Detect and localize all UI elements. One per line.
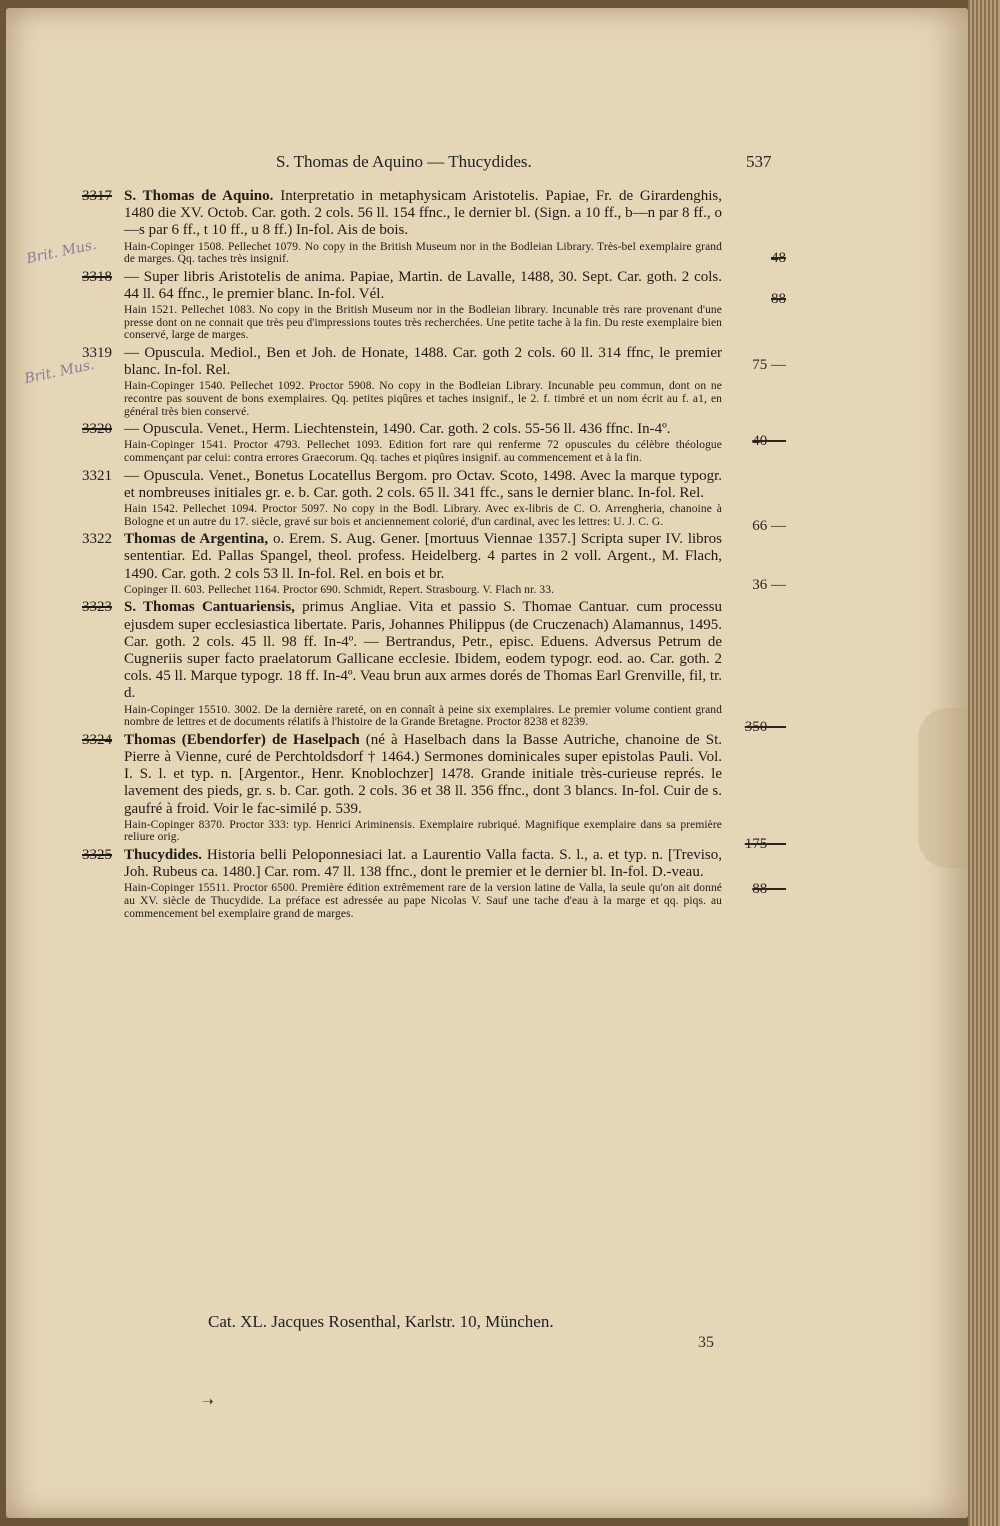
catalogue-page (6, 8, 968, 1518)
lot-title: Thucydides. (124, 846, 202, 863)
lot-description: — Opuscula. Venet., Herm. Liechtenstein, 1490. Car. goth. 2 cols. 55-56 ll. 436 ffnc. In-4º. (124, 421, 671, 438)
price: 88 (771, 290, 786, 307)
pointer-mark: ➝ (202, 1395, 214, 1410)
page-edges (968, 0, 1000, 1526)
lot-title: Thomas de Argentina, (124, 531, 269, 548)
lot-note: Copinger II. 603. Pellechet 1164. Proctor 690. Schmidt, Repert. Strasbourg. V. Flach nr. 33. (124, 583, 555, 596)
lot-note: Hain-Copinger 8370. Proctor 333: typ. Henrici Ariminensis. Exemplaire rubriqué. Magnifique exemplaire dans sa première reliure orig. (124, 818, 722, 844)
signature-mark: 35 (698, 1334, 714, 1351)
lot-entry (82, 467, 786, 534)
lot-entry (82, 731, 786, 852)
lot-number: 3324 (82, 731, 112, 748)
lot-number: 3317 (82, 188, 112, 204)
lot-description: primus Angliae. Vita et passio S. Thomae Cantuar. cum processu ejusdem super ecclesiastica libertate. Paris, Johannes Philippus (de Cruczenach) Alamannus, 1495. Car. goth. 2 cols. 45 ll. 98 ff. In-4º. — Bertrandus, Petr., episc. Eduens. Adversus Petrum de Cugneriis super facto praelatorum Gallicane ecclesie. Ibidem, eodem typogr. eod. ao. Car. goth. 2 cols. 45 ll. Marque typogr. 18 ff. In-4º. Veau brun aux armes dorés de Thomas Earl Grenville, fil, tr. d. (124, 599, 722, 702)
page-number: 537 (746, 152, 772, 171)
lot-entry (82, 599, 786, 736)
lot-note: Hain 1521. Pellechet 1083. No copy in the British Museum nor in the Bodleian library. Incunable très rare provenant d'une presse dont on ne connait que très peu d'impressions toutes très recherchées. Une petite tache à la fin. Du reste exemplaire bien conservé, large de marges. (124, 304, 722, 342)
lot-title: Thomas (Ebendorfer) de Haselpach (124, 731, 360, 748)
lot-description: — Opuscula. Venet., Bonetus Locatellus Bergom. pro Octav. Scoto, 1498. Avec la marque typogr. et nombreuses initiales gr. e. b. Car. goth. 2 cols. 65 ll. 341 ffc., sans le dernier blanc. In-fol. Rel. (124, 467, 722, 501)
lot-number: 3318 (82, 268, 112, 285)
lot-note: Hain-Copinger 15511. Proctor 6500. Première édition extrêmement rare de la version latine de Valla, la seule qu'on ait donné au XV. siècle de Thucydide. La préface est adressée au pape Nicolas V. Sauf une tache d'eau à la marge et qq. piqs. au commencement bel exemplaire grand de marges. (124, 882, 722, 920)
running-title: S. Thomas de Aquino — Thucydides. (276, 152, 532, 171)
lot-entry (82, 268, 786, 342)
lot-number: 3320 (82, 421, 112, 438)
lot-entry (82, 421, 786, 464)
lot-description: Historia belli Peloponnesiaci lat. a Laurentio Valla facta. S. l., a. et typ. n. [Treviso, Joh. Rubeus ca. 1480.] Car. rom. 47 ll. 138 ffnc., dont le premier et le dernier bl. In-fol. D.-veau. (124, 846, 722, 881)
lot-description: Interpretatio in metaphysicam Aristotelis. Papiae, Fr. de Girardenghis, 1480 die XV. Octob. Car. goth. 2 cols. 56 ll. 154 ffnc., le dernier bl. (Sign. a 10 ff., b—n par 8 ff., o—s par 6 ff., t 10 ff., u 8 ff.) In-fol. Ais de bois. (124, 188, 722, 239)
lot-list (82, 188, 786, 923)
handwritten-note: Brit. Mus. (23, 356, 96, 388)
price: 48 (771, 250, 786, 266)
lot-note: Hain 1542. Pellechet 1094. Proctor 5097. No copy in the Bodl. Library. Avec ex-libris de C. O. Arrengheria, chanoine à Bologne et un autre du 17. siècle, gravé sur bois et anciennement colorié, d'un cardinal, avec les lettres: U. J. C. G. (124, 502, 722, 528)
lot-note: Hain-Copinger 1541. Proctor 4793. Pellechet 1093. Edition fort rare qui renferme 72 opuscules du célèbre théologue commençant par celui: contra errores Graecorum. Qq. taches et piqûres insignif. au commencement et à la fin. (124, 439, 722, 464)
lot-title: S. Thomas Cantuariensis, (124, 599, 295, 616)
price: 175 — (744, 835, 786, 852)
lot-description: — Super libris Aristotelis de anima. Papiae, Martin. de Lavalle, 1488, 30. Sept. Car. goth. 2 cols. 44 ll. 64 ffnc., le premier blanc. In-fol. Vél. (124, 268, 722, 302)
lot-number: 3323 (82, 599, 112, 616)
lot-number: 3325 (82, 846, 112, 863)
lot-note: Hain-Copinger 1540. Pellechet 1092. Proctor 5908. No copy in the Bodleian Library. Incunable peu commun, dont on ne recontre pas souvent de bons exemplaires. Qq. petites piqûres et taches insignif., le 2. f. timbré et un nom écrit au f. a1, en général très bien conservé. (124, 380, 722, 418)
lot-entry (82, 188, 786, 266)
price: 350 — (744, 719, 786, 736)
lot-description: o. Erem. S. Aug. Gener. [mortuus Viennae 1357.] Scripta super IV. libros sententiar. Ed. Pallas Spangel, theol. profess. Heidelberg. 4 partes in 2 voll. Argent., M. Flach, 1490. Car. goth. 2 cols 53 ll. In-fol. Rel. en bois et br. (124, 531, 722, 582)
handwritten-note: Brit. Mus. (25, 236, 98, 268)
lot-title: S. Thomas de Aquino. (124, 188, 274, 204)
lot-entry (82, 531, 786, 596)
price: 66 — (752, 517, 786, 534)
lot-note: Hain-Copinger 1508. Pellechet 1079. No copy in the British Museum nor in the Bodleian Library. Très-bel exemplaire grand de marges. Qq. taches très insignif. (124, 240, 722, 266)
lot-description: (né à Haselbach dans la Basse Autriche, chanoine de St. Pierre à Vienne, curé de Perchtoldsdorf † 1464.) Sermones dominicales super epistolas Pauli. Vol. I. S. l. et typ. n. [Argentor., Henr. Knoblochzer] 1478. Grande initiale très-curieuse représ. le lavement des pieds, gr. s. b. Car. goth. 2 cols. 36 et 38 ll. 356 ffnc., dont 3 blancs. In-fol. Cuir de s. gaufré à froid. Voir le fac-similé p. 539. (124, 731, 722, 817)
price: 88 — (752, 880, 786, 897)
lot-entry (82, 846, 786, 920)
lot-number: 3322 (82, 531, 112, 548)
lot-description: — Opuscula. Mediol., Ben et Joh. de Honate, 1488. Car. goth 2 cols. 60 ll. 314 ffnc, le premier blanc. In-fol. Rel. (124, 344, 722, 379)
price: 40 — (752, 433, 786, 450)
lot-note: Hain-Copinger 15510. 3002. De la dernière rareté, on en connaît à peine six exemplaires. Le premier volume contient grand nombre de lettres et de documents rélatifs à l'histoire de la Grande Bretagne. Proctor 8238 et 8239. (124, 703, 722, 729)
imprint-line: Cat. XL. Jacques Rosenthal, Karlstr. 10, München. (208, 1312, 554, 1331)
price: 75 — (752, 356, 786, 373)
price: 36 — (752, 577, 786, 594)
lot-number: 3321 (82, 467, 112, 484)
lot-number: 3319 (82, 344, 112, 361)
lot-entry (82, 344, 786, 418)
